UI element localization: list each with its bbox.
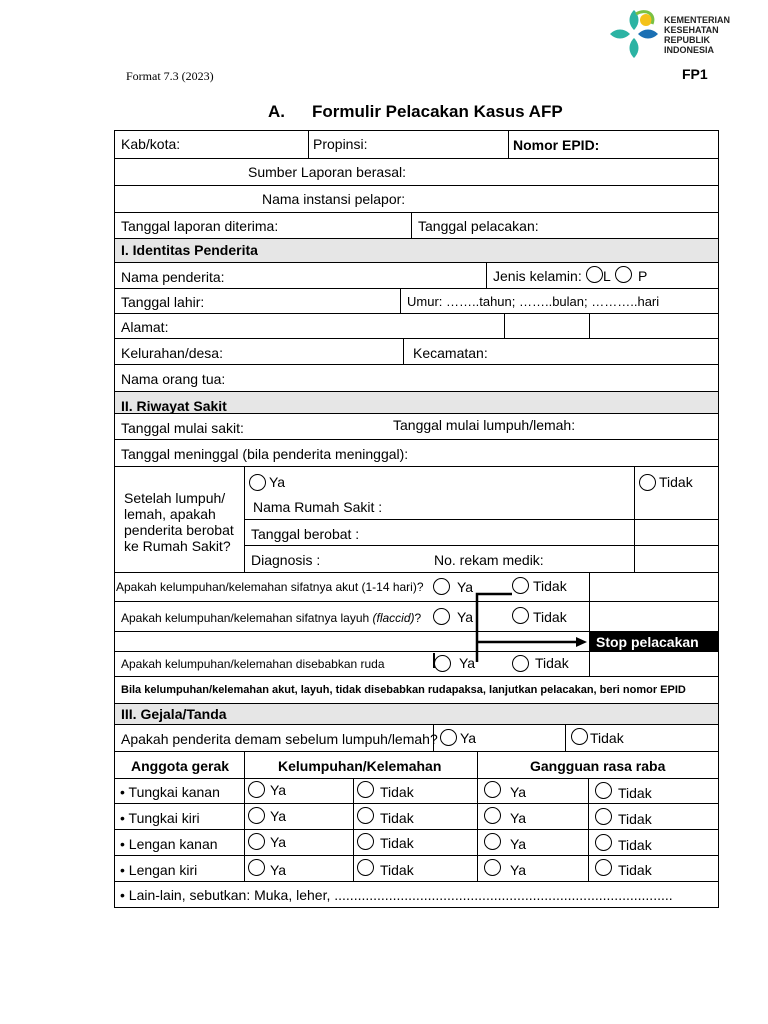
sumber-laporan-label: Sumber Laporan berasal: <box>248 164 406 180</box>
limb-raba-tidak-radio[interactable] <box>595 834 612 851</box>
akut-tidak-label: Tidak <box>533 578 567 594</box>
stop-pelacakan-label: Stop pelacakan <box>596 634 699 650</box>
limb-kelumpuhan-tidak-radio[interactable] <box>357 859 374 876</box>
limb-raba-tidak-label: Tidak <box>618 837 652 853</box>
demam-ya-radio[interactable] <box>440 729 457 746</box>
section-identitas-title: I. Identitas Penderita <box>121 242 258 258</box>
tanggal-mulai-lumpuh-label: Tanggal mulai lumpuh/lemah: <box>393 417 576 433</box>
propinsi-label: Propinsi: <box>313 136 368 152</box>
section-riwayat-title: II. Riwayat Sakit <box>121 398 227 414</box>
lanjutkan-note: Bila kelumpuhan/kelemahan akut, layuh, tidak disebabkan rudapaksa, lanjutkan pelacakan, beri nomor EPID <box>121 684 686 696</box>
q-ruda-label: Apakah kelumpuhan/kelemahan disebabkan ruda <box>121 657 385 671</box>
lain-lain-label: • Lain-lain, sebutkan: Muka, leher, ....................................................................................... <box>120 887 673 903</box>
tanggal-mulai-sakit-label: Tanggal mulai sakit: <box>121 420 244 436</box>
title-text: Formulir Pelacakan Kasus AFP <box>312 102 563 121</box>
q-layuh-italic: (flaccid) <box>372 611 415 625</box>
limb-kelumpuhan-ya-label: Ya <box>270 862 287 878</box>
format-label: Format 7.3 (2023) <box>126 69 214 83</box>
limb-raba-ya-label: Ya <box>510 836 527 852</box>
tanggal-meninggal-label: Tanggal meninggal (bila penderita meninggal): <box>121 446 409 462</box>
logo-text-line: KEMENTERIAN <box>664 15 731 25</box>
nama-rs-label: Nama Rumah Sakit : <box>253 499 383 515</box>
q-layuh-text: Apakah kelumpuhan/kelemahan sifatnya layuh <box>121 611 370 625</box>
title-number: A. <box>268 102 285 121</box>
setelah-lumpuh-line: penderita berobat <box>124 522 234 538</box>
demam-tidak-radio[interactable] <box>571 728 588 745</box>
demam-ya-label: Ya <box>460 730 477 746</box>
berobat-tidak-label: Tidak <box>659 474 693 490</box>
col-kelumpuhan: Kelumpuhan/Kelemahan <box>278 758 442 774</box>
logo-text-line: REPUBLIK <box>664 35 711 45</box>
limb-label: • Tungkai kanan <box>120 784 220 800</box>
layuh-tidak-label: Tidak <box>533 609 567 625</box>
limb-raba-ya-radio[interactable] <box>484 781 501 798</box>
berobat-ya-label: Ya <box>269 474 286 490</box>
jk-l-label: L <box>603 268 611 284</box>
limb-kelumpuhan-tidak-label: Tidak <box>380 784 414 800</box>
limb-raba-tidak-radio[interactable] <box>595 859 612 876</box>
limb-raba-tidak-radio[interactable] <box>595 808 612 825</box>
limb-raba-ya-label: Ya <box>510 810 527 826</box>
col-anggota-gerak: Anggota gerak <box>131 758 230 774</box>
limb-kelumpuhan-ya-radio[interactable] <box>248 781 265 798</box>
kecamatan-label: Kecamatan: <box>413 345 488 361</box>
nama-instansi-label: Nama instansi pelapor: <box>262 191 406 207</box>
limb-label: • Tungkai kiri <box>120 810 200 826</box>
limb-kelumpuhan-ya-radio[interactable] <box>248 833 265 850</box>
limb-kelumpuhan-tidak-label: Tidak <box>380 810 414 826</box>
layuh-ya-label: Ya <box>457 609 474 625</box>
limb-kelumpuhan-ya-radio[interactable] <box>248 859 265 876</box>
tanggal-berobat-label: Tanggal berobat : <box>251 526 360 542</box>
tanggal-laporan-label: Tanggal laporan diterima: <box>121 218 279 234</box>
limb-raba-tidak-radio[interactable] <box>595 782 612 799</box>
limb-raba-tidak-label: Tidak <box>618 785 652 801</box>
tanggal-lahir-label: Tanggal lahir: <box>121 294 205 310</box>
limb-kelumpuhan-ya-label: Ya <box>270 782 287 798</box>
limb-kelumpuhan-tidak-radio[interactable] <box>357 833 374 850</box>
setelah-lumpuh-line: Setelah lumpuh/ <box>124 490 226 506</box>
logo-text-line: INDONESIA <box>664 45 715 55</box>
jk-p-label: P <box>638 268 648 284</box>
nama-penderita-label: Nama penderita: <box>121 269 225 285</box>
limb-raba-ya-radio[interactable] <box>484 833 501 850</box>
akut-ya-label: Ya <box>457 579 474 595</box>
limb-label: • Lengan kanan <box>120 836 218 852</box>
limb-kelumpuhan-ya-label: Ya <box>270 834 287 850</box>
limb-kelumpuhan-ya-label: Ya <box>270 808 287 824</box>
kabkota-label: Kab/kota: <box>121 136 181 152</box>
no-rekam-medik-label: No. rekam medik: <box>434 552 544 568</box>
nama-orang-tua-label: Nama orang tua: <box>121 371 226 387</box>
limb-kelumpuhan-tidak-label: Tidak <box>380 835 414 851</box>
q-layuh-end: ? <box>414 611 422 625</box>
q-akut-label: Apakah kelumpuhan/kelemahan sifatnya akut (1-14 hari)? <box>116 580 424 594</box>
form-code: FP1 <box>682 66 708 82</box>
limb-raba-ya-label: Ya <box>510 784 527 800</box>
col-rasa-raba: Gangguan rasa raba <box>530 758 666 774</box>
limb-label: • Lengan kiri <box>120 862 198 878</box>
limb-kelumpuhan-ya-radio[interactable] <box>248 807 265 824</box>
limb-kelumpuhan-tidak-label: Tidak <box>380 862 414 878</box>
setelah-lumpuh-line: ke Rumah Sakit? <box>124 538 231 554</box>
umur-label: Umur: ……..tahun; ……..bulan; ………..hari <box>407 294 660 309</box>
ruda-ya-label: Ya <box>459 655 476 671</box>
logo-text-line: KESEHATAN <box>664 25 719 35</box>
limb-raba-ya-radio[interactable] <box>484 807 501 824</box>
kelurahan-label: Kelurahan/desa: <box>121 345 223 361</box>
limb-kelumpuhan-tidak-radio[interactable] <box>357 807 374 824</box>
demam-tidak-label: Tidak <box>590 730 624 746</box>
q-demam-label: Apakah penderita demam sebelum lumpuh/lemah? <box>121 731 438 747</box>
limb-raba-tidak-label: Tidak <box>618 811 652 827</box>
limb-kelumpuhan-tidak-radio[interactable] <box>357 781 374 798</box>
limb-raba-ya-label: Ya <box>510 862 527 878</box>
tanggal-pelacakan-label: Tanggal pelacakan: <box>418 218 539 234</box>
alamat-label: Alamat: <box>121 319 169 335</box>
limb-raba-tidak-label: Tidak <box>618 862 652 878</box>
setelah-lumpuh-line: lemah, apakah <box>124 506 216 522</box>
diagnosis-label: Diagnosis : <box>251 552 321 568</box>
ruda-tidak-label: Tidak <box>535 655 569 671</box>
nomor-epid-label: Nomor EPID: <box>513 137 600 153</box>
jenis-kelamin-label: Jenis kelamin: <box>493 268 582 284</box>
section-gejala-title: III. Gejala/Tanda <box>121 706 227 722</box>
limb-raba-ya-radio[interactable] <box>484 859 501 876</box>
